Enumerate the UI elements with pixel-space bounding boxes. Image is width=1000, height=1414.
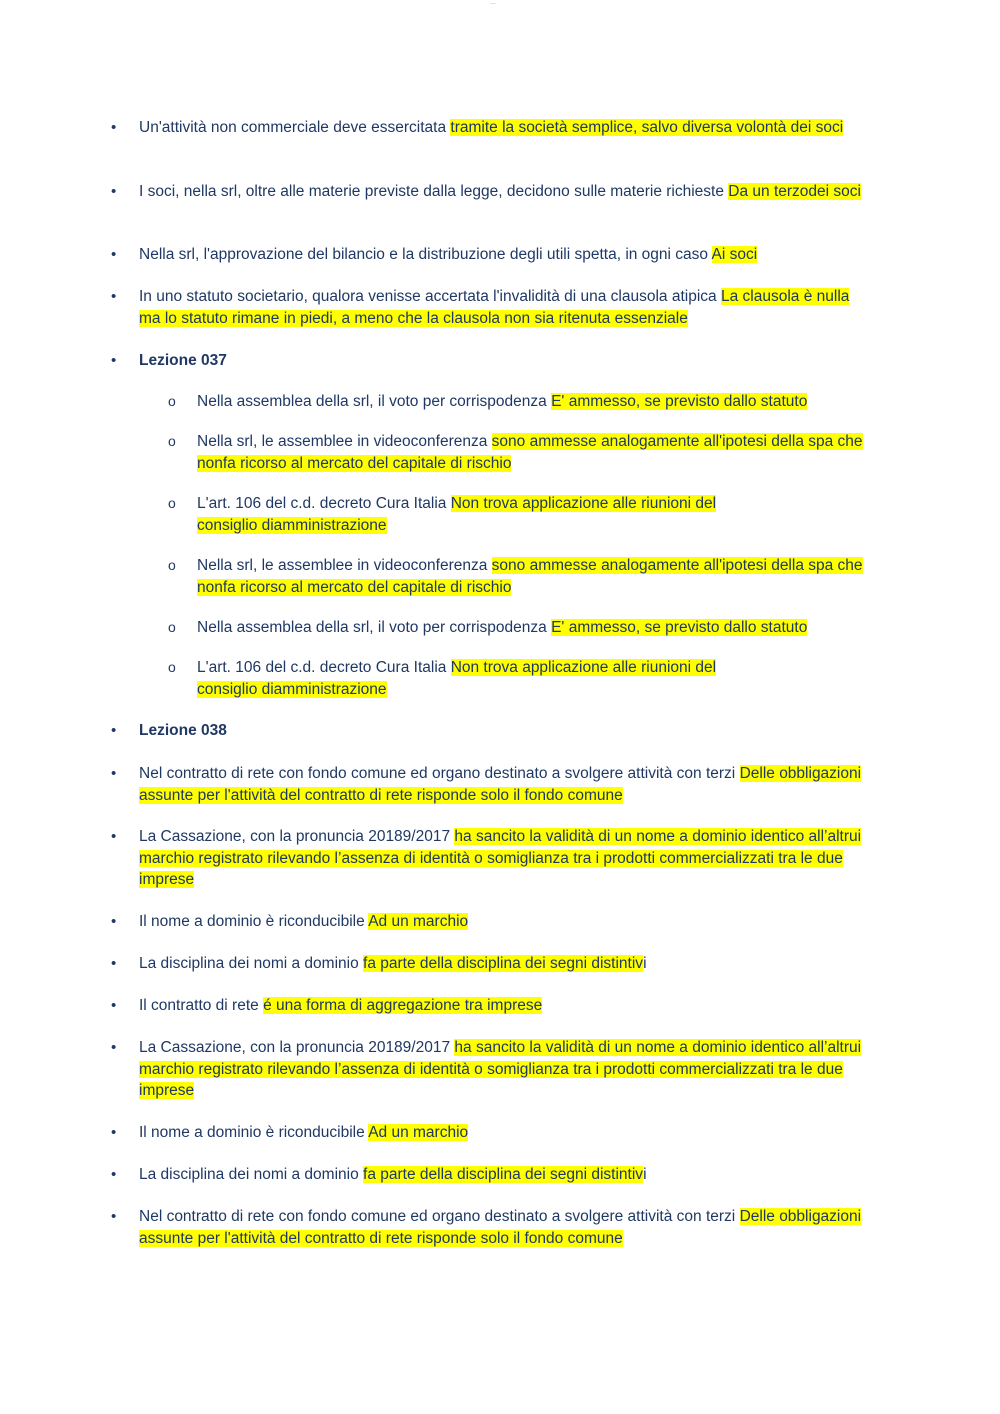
answer-highlight: Ai soci bbox=[711, 246, 758, 263]
answer-highlight: sono ammesse analogamente all'ipotesi della spa che nonfa ricorso al mercato del capitale di rischio bbox=[197, 557, 863, 596]
answer-highlight: Ad un marchio bbox=[368, 1124, 469, 1141]
circle-bullet-icon: o bbox=[168, 659, 176, 675]
answer-highlight: Non trova applicazione alle riunioni del consiglio diamministrazione bbox=[197, 659, 717, 698]
bullet-icon: • bbox=[111, 183, 117, 200]
question-text: In uno statuto societario, qualora venisse accertata l'invalidità di una clausola atipica bbox=[139, 288, 721, 305]
answer-highlight: E' ammesso, se previsto dallo statuto bbox=[551, 619, 808, 636]
question-text: L'art. 106 del c.d. decreto Cura Italia bbox=[197, 659, 451, 676]
list-item bbox=[139, 1122, 874, 1144]
page-mark: … bbox=[490, 0, 496, 6]
list-item bbox=[139, 995, 874, 1017]
bullet-icon: • bbox=[111, 828, 117, 845]
answer-highlight: Delle obbligazioni assunte per l'attività del contratto di rete risponde solo il fondo comune bbox=[139, 765, 862, 804]
question-text: La Cassazione, con la pronuncia 20189/2017 bbox=[139, 1039, 455, 1056]
list-item bbox=[139, 244, 874, 266]
answer-highlight: fa parte della disciplina dei segni distintiv bbox=[363, 955, 644, 972]
bullet-icon: • bbox=[111, 955, 117, 972]
circle-bullet-icon: o bbox=[168, 393, 176, 409]
bullet-icon: • bbox=[111, 765, 117, 782]
circle-bullet-icon: o bbox=[168, 557, 176, 573]
section-heading: Lezione 038 bbox=[139, 722, 227, 739]
section-heading: Lezione 037 bbox=[139, 352, 227, 369]
circle-bullet-icon: o bbox=[168, 619, 176, 635]
question-text: Nella srl, le assemblee in videoconferenza bbox=[197, 433, 492, 450]
answer-highlight: Delle obbligazioni assunte per l'attività del contratto di rete risponde solo il fondo comune bbox=[139, 1208, 862, 1247]
answer-highlight: La clausola è nulla ma lo statuto rimane in piedi, a meno che la clausola non sia ritenuta essenziale bbox=[139, 288, 850, 327]
question-text: La Cassazione, con la pronuncia 20189/2017 bbox=[139, 828, 455, 845]
trailing-text: i bbox=[643, 955, 647, 972]
question-text: Il nome a dominio è riconducibile bbox=[139, 913, 369, 930]
bullet-icon: • bbox=[111, 1166, 117, 1183]
question-text: Nel contratto di rete con fondo comune ed organo destinato a svolgere attività con terzi bbox=[139, 765, 740, 782]
bullet-icon: • bbox=[111, 1124, 117, 1141]
list-item bbox=[139, 117, 874, 139]
answer-highlight: sono ammesse analogamente all'ipotesi della spa che nonfa ricorso al mercato del capitale di rischio bbox=[197, 433, 863, 472]
question-text: Il nome a dominio è riconducibile bbox=[139, 1124, 369, 1141]
circle-bullet-icon: o bbox=[168, 433, 176, 449]
answer-highlight: ha sancito la validità di un nome a dominio identico all’altrui marchio registrato rilevando l’assenza di identità o somiglianza tra i prodotti commercializzati tra le due imprese bbox=[139, 1039, 862, 1099]
list-item bbox=[139, 1164, 874, 1186]
question-text: Un'attività non commerciale deve essercitata bbox=[139, 119, 451, 136]
bullet-icon: • bbox=[111, 722, 117, 739]
list-item bbox=[139, 763, 874, 806]
answer-highlight: ha sancito la validità di un nome a dominio identico all’altrui marchio registrato rilevando l’assenza di identità o somiglianza tra i prodotti commercializzati tra le due imprese bbox=[139, 828, 862, 888]
bullet-icon: • bbox=[111, 246, 117, 263]
list-item bbox=[197, 493, 757, 536]
question-text: I soci, nella srl, oltre alle materie previste dalla legge, decidono sulle materie richieste bbox=[139, 183, 729, 200]
circle-bullet-icon: o bbox=[168, 495, 176, 511]
answer-highlight: Non trova applicazione alle riunioni del consiglio diamministrazione bbox=[197, 495, 717, 534]
bullet-icon: • bbox=[111, 997, 117, 1014]
question-text: Nella assemblea della srl, il voto per corrispodenza bbox=[197, 393, 552, 410]
trailing-text: i bbox=[643, 1166, 647, 1183]
list-item bbox=[139, 911, 874, 933]
question-text: Nella srl, l'approvazione del bilancio e la distribuzione degli utili spetta, in ogni caso bbox=[139, 246, 712, 263]
answer-highlight: Ad un marchio bbox=[368, 913, 469, 930]
list-item bbox=[139, 286, 874, 329]
answer-highlight: Da un terzodei soci bbox=[728, 183, 861, 200]
list-item bbox=[139, 1037, 874, 1102]
list-item bbox=[139, 953, 874, 975]
list-item bbox=[197, 617, 897, 639]
list-item bbox=[197, 657, 757, 700]
question-text: L'art. 106 del c.d. decreto Cura Italia bbox=[197, 495, 451, 512]
bullet-icon: • bbox=[111, 119, 117, 136]
question-text: Nel contratto di rete con fondo comune ed organo destinato a svolgere attività con terzi bbox=[139, 1208, 740, 1225]
answer-highlight: fa parte della disciplina dei segni distintiv bbox=[363, 1166, 644, 1183]
list-item bbox=[197, 391, 897, 413]
bullet-icon: • bbox=[111, 1208, 117, 1225]
question-text: Nella srl, le assemblee in videoconferenza bbox=[197, 557, 492, 574]
list-item bbox=[139, 1206, 874, 1249]
bullet-icon: • bbox=[111, 352, 117, 369]
list-item bbox=[139, 826, 874, 891]
list-item bbox=[197, 555, 897, 598]
answer-highlight: E' ammesso, se previsto dallo statuto bbox=[551, 393, 808, 410]
list-item bbox=[139, 181, 874, 203]
question-text: Il contratto di rete bbox=[139, 997, 264, 1014]
list-item bbox=[197, 431, 897, 474]
bullet-icon: • bbox=[111, 1039, 117, 1056]
question-text: La disciplina dei nomi a dominio bbox=[139, 955, 364, 972]
question-text: Nella assemblea della srl, il voto per corrispodenza bbox=[197, 619, 552, 636]
answer-highlight: tramite la società semplice, salvo diversa volontà dei soci bbox=[450, 119, 844, 136]
bullet-icon: • bbox=[111, 288, 117, 305]
answer-highlight: é una forma di aggregazione tra imprese bbox=[263, 997, 543, 1014]
bullet-icon: • bbox=[111, 913, 117, 930]
question-text: La disciplina dei nomi a dominio bbox=[139, 1166, 364, 1183]
